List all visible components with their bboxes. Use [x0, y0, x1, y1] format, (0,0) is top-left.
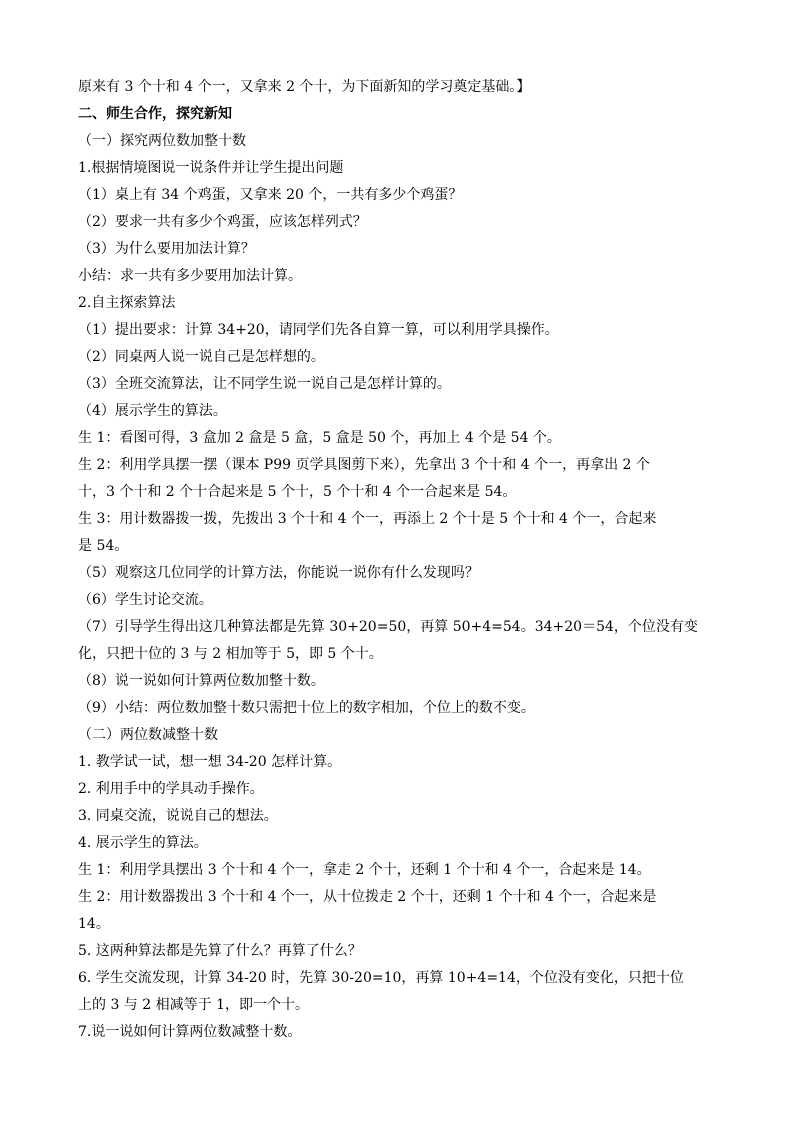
text-line: 3. 同桌交流，说说自己的想法。 [78, 808, 278, 824]
text-line: 生 1：利用学具摆出 3 个十和 4 个一，拿走 2 个十，还剩 1 个十和 4 个一，合起来是 14。 [78, 862, 651, 878]
text-line: （9）小结：两位数加整十数只需把十位上的数字相加，个位上的数不变。 [78, 700, 535, 716]
text-line: 十，3 个十和 2 个十合起来是 5 个十，5 个十和 4 个一合起来是 54。 [78, 484, 517, 500]
text-line: （一）探究两位数加整十数 [78, 133, 246, 149]
text-line: （2）同桌两人说一说自己是怎样想的。 [78, 349, 325, 365]
text-line: 生 2：用计数器拨出 3 个十和 4 个一，从十位拨走 2 个十，还剩 1 个十和 4 个一，合起来是 [78, 889, 657, 905]
text-line: （3）为什么要用加法计算？ [78, 241, 255, 257]
text-line: 原来有 3 个十和 4 个一，又拿来 2 个十，为下面新知的学习奠定基础。】 [78, 79, 531, 95]
section-heading: 二、师生合作，探究新知 [78, 106, 232, 122]
text-line: （3）全班交流算法，让不同学生说一说自己是怎样计算的。 [78, 376, 451, 392]
text-line: 小结：求一共有多少要用加法计算。 [78, 268, 302, 284]
document-body [78, 74, 718, 1046]
text-line: （1）提出要求：计算 34+20，请同学们先各自算一算，可以利用学具操作。 [78, 322, 559, 338]
text-line: （二）两位数减整十数 [78, 727, 218, 743]
text-line: 生 2：利用学具摆一摆（课本 P99 页学具图剪下来），先拿出 3 个十和 4 个一，再拿出 2 个 [78, 457, 650, 473]
text-line: 14。 [78, 916, 110, 932]
text-line: （8）说一说如何计算两位数加整十数。 [78, 673, 325, 689]
text-line: （7）引导学生得出这几种算法都是先算 30+20=50，再算 50+4=54。34+20＝54，个位没有变 [78, 619, 698, 635]
text-line: （2）要求一共有多少个鸡蛋，应该怎样列式？ [78, 214, 367, 230]
text-line: 7.说一说如何计算两位数减整十数。 [78, 1024, 302, 1040]
text-line: 2.自主探索算法 [78, 295, 176, 311]
text-line: 1. 教学试一试，想一想 34-20 怎样计算。 [78, 754, 342, 770]
text-line: 4. 展示学生的算法。 [78, 835, 208, 851]
text-line: 6. 学生交流发现，计算 34-20 时，先算 30-20=10，再算 10+4=14，个位没有变化，只把十位 [78, 970, 684, 986]
text-line: （5）观察这几位同学的计算方法，你能说一说你有什么发现吗？ [78, 565, 479, 581]
text-line: 化，只把十位的 3 与 2 相加等于 5，即 5 个十。 [78, 646, 383, 662]
text-line: （1）桌上有 34 个鸡蛋，又拿来 20 个，一共有多少个鸡蛋？ [78, 187, 463, 203]
text-line: （6）学生讨论交流。 [78, 592, 213, 608]
text-line: 1.根据情境图说一说条件并让学生提出问题 [78, 160, 344, 176]
text-line: 2. 利用手中的学具动手操作。 [78, 781, 264, 797]
text-line: 生 3：用计数器拨一拨，先拨出 3 个十和 4 个一，再添上 2 个十是 5 个十和 4 个一，合起来 [78, 511, 657, 527]
text-line: 是 54。 [78, 538, 129, 554]
text-line: （4）展示学生的算法。 [78, 403, 227, 419]
text-line: 生 1：看图可得，3 盒加 2 盒是 5 盒，5 盒是 50 个，再加上 4 个是 54 个。 [78, 430, 561, 446]
text-line: 5. 这两种算法都是先算了什么？再算了什么？ [78, 943, 362, 959]
text-line: 上的 3 与 2 相减等于 1，即一个十。 [78, 997, 309, 1013]
